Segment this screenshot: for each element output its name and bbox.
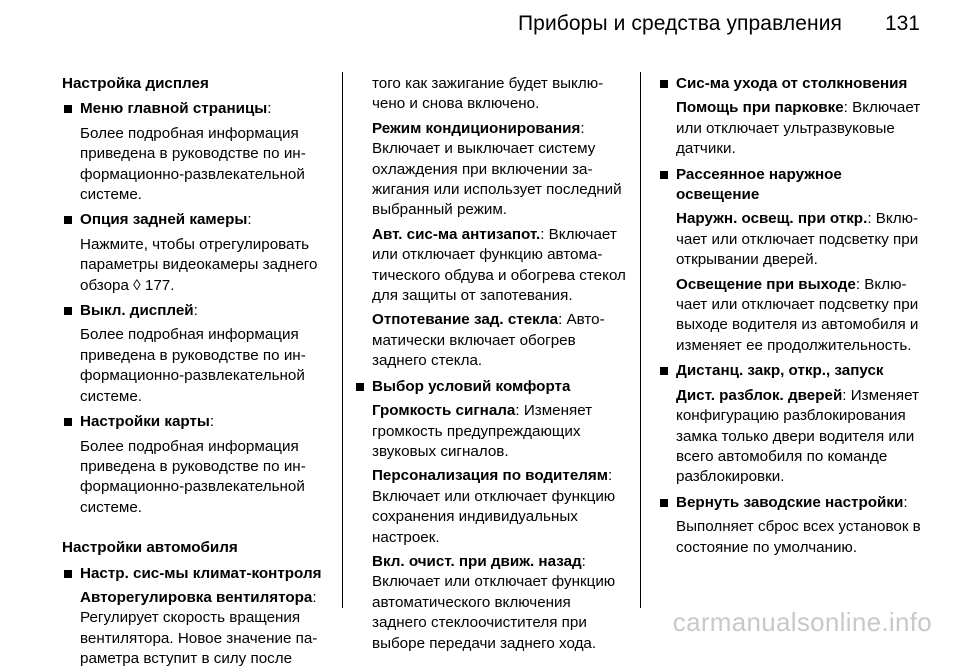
item-description: Режим кондиционирования: Включает и выключает систему охлаждения при включении зажигания или использует последний выбранный режим. xyxy=(372,119,622,219)
page-title: Приборы и средства управления xyxy=(517,12,842,35)
item-description: Дист. разблок. дверей: Изменяет конфигурацию разблокирования замка только двери водителя или всего автомобиля по команде разблокировки. xyxy=(676,386,920,486)
list-item: Выбор условий комфорта xyxy=(354,377,628,397)
list-item: Меню главной страницы: xyxy=(62,99,334,119)
watermark: carmanualsonline.info xyxy=(672,607,932,637)
list-item: Дистанц. закр, откр., запуск xyxy=(658,361,928,381)
item-description: Выполняет сброс всех установок в состояние по умолчанию. xyxy=(676,518,921,556)
column-2 xyxy=(372,74,628,654)
page-number: 131 xyxy=(884,12,920,35)
list-item: Рассеянное наружное освещение xyxy=(658,165,928,206)
page-header xyxy=(0,0,960,52)
item-description: Нажмите, чтобы отрегулировать параметры видеокамеры заднего обзора ◊ 177. xyxy=(80,235,318,294)
item-description: Вкл. очист. при движ. назад: Включает или отключает функцию автоматического включения заднего стеклоочистителя при выборе передачи заднего хода. xyxy=(372,552,616,652)
item-description: Громкость сигнала: Изменяет громкость предупреждающих звуковых сигналов. xyxy=(372,402,593,460)
list-item: Опция задней камеры: xyxy=(62,210,334,230)
item-description: Помощь при парковке: Включает или отключает ультразвуковые датчики. xyxy=(676,99,921,158)
column-3 xyxy=(658,74,928,558)
item-description: Авторегулировка вентилятора: Регулирует скорость вращения вентилятора. Новое значение параметра вступит в силу после xyxy=(80,588,318,668)
section-title-vehicle: Настройки автомобиля xyxy=(62,539,238,557)
item-description: Персонализация по водителям: Включает или отключает функцию сохранения индивидуальных настроек. xyxy=(372,467,616,546)
list-item: Выкл. дисплей: xyxy=(62,301,334,321)
list-item: Настройки карты: xyxy=(62,412,334,432)
column-divider-2 xyxy=(640,72,641,608)
item-description: Наружн. освещ. при откр.: Включает или отключает подсветку при открывании дверей. xyxy=(676,210,919,269)
list-item: Настр. сис-мы климат-контроля xyxy=(62,564,334,584)
section-title-display: Настройка дисплея xyxy=(62,75,209,92)
item-description: Более подробная информация приведена в руководстве по информационно-развлекательной системе. xyxy=(80,437,306,516)
item-description: Более подробная информация приведена в руководстве по информационно-развлекательной системе. xyxy=(80,326,306,405)
item-description: Авт. сис-ма антизапот.: Включает или отключает функцию автоматического обдува и обогрева стекол для защиты от запотевания. xyxy=(372,225,626,305)
list-item: Сис-ма ухода от столкновения xyxy=(658,74,928,94)
item-description: Отпотевание зад. стекла: Автоматически включает обогрев заднего стекла. xyxy=(372,311,605,370)
list-item: Вернуть заводские настройки: xyxy=(658,493,928,513)
column-1 xyxy=(62,74,334,670)
column-divider-1 xyxy=(342,72,343,608)
continued-text: того как зажигание будет выключено и снова включено. xyxy=(372,75,604,113)
item-description: Более подробная информация приведена в руководстве по информационно-развлекательной системе. xyxy=(80,124,306,204)
item-description: Освещение при выходе: Включает или отключает подсветку при выходе водителя из автомобиля и изменяет ее продолжительность. xyxy=(676,275,919,354)
